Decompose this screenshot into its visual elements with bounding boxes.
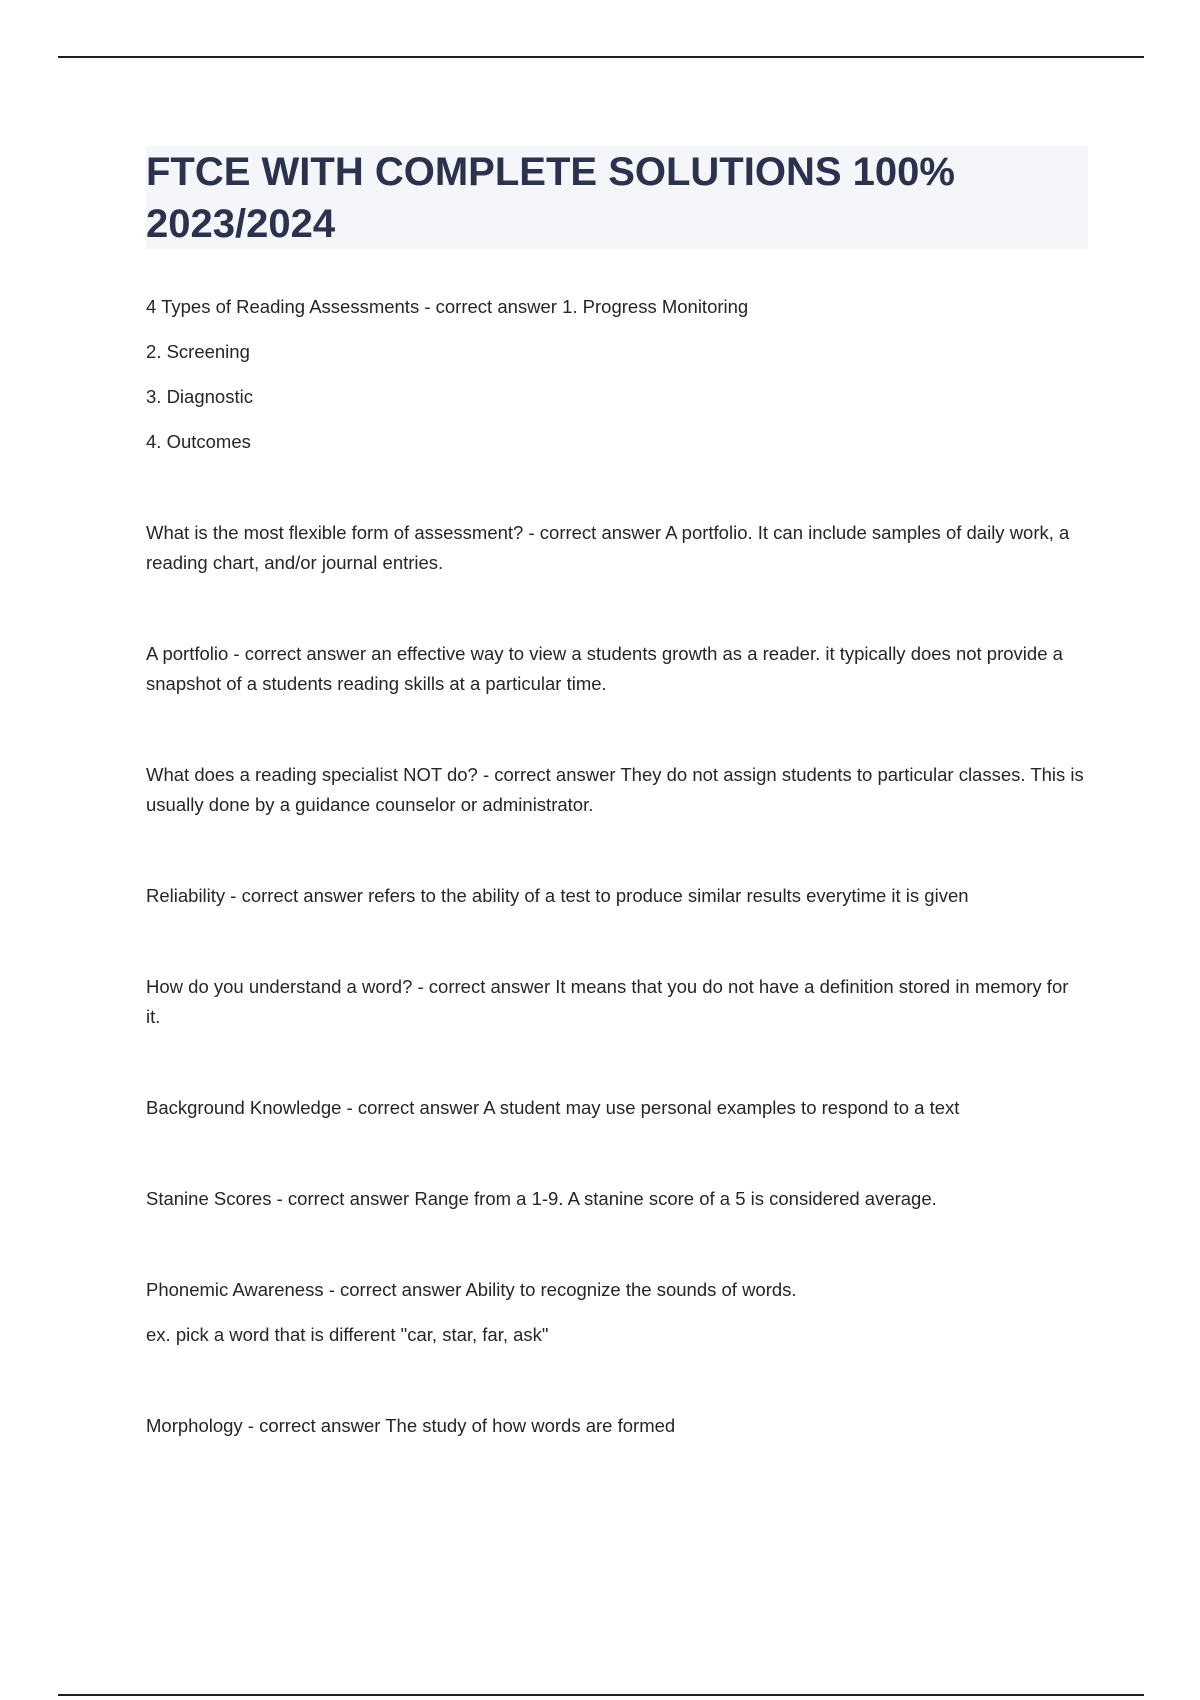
entry-line: Morphology - correct answer The study of how words are formed (146, 1415, 676, 1436)
qa-entry (146, 639, 1086, 699)
entry-line: Reliability - correct answer refers to the ability of a test to produce similar results everytime it is given (146, 885, 969, 906)
qa-entry (146, 292, 1086, 457)
title-line-2: 2023/2024 (146, 202, 336, 246)
qa-entry (146, 518, 1086, 578)
qa-entry (146, 1093, 1086, 1123)
entry-line: Phonemic Awareness - correct answer Ability to recognize the sounds of words. (146, 1279, 797, 1300)
entry-line: 2. Screening (146, 341, 250, 362)
qa-entry (146, 760, 1086, 820)
entry-line: 3. Diagnostic (146, 386, 253, 407)
qa-entry (146, 1275, 1086, 1350)
bottom-rule (58, 1694, 1144, 1696)
entry-line: A portfolio - correct answer an effective way to view a students growth as a reader. it typically does not provide a snapshot of a students reading skills at a particular time. (146, 643, 1063, 694)
entry-line: What does a reading specialist NOT do? - correct answer They do not assign students to particular classes. This is usually done by a guidance counselor or administrator. (146, 764, 1084, 815)
entry-line: ex. pick a word that is different "car, star, far, ask" (146, 1324, 549, 1345)
entry-line: How do you understand a word? - correct answer It means that you do not have a definition stored in memory for it. (146, 976, 1069, 1027)
entry-line: 4. Outcomes (146, 431, 251, 452)
qa-entry (146, 972, 1086, 1032)
title-line-1: FTCE WITH COMPLETE SOLUTIONS 100% (146, 150, 955, 194)
entry-line: What is the most flexible form of assessment? - correct answer A portfolio. It can include samples of daily work, a reading chart, and/or journal entries. (146, 522, 1070, 573)
document-title (146, 146, 955, 250)
entry-line: Background Knowledge - correct answer A student may use personal examples to respond to a text (146, 1097, 960, 1118)
qa-entry (146, 1411, 1086, 1441)
title-banner (146, 146, 1088, 249)
qa-list (146, 292, 1086, 1456)
entry-line: Stanine Scores - correct answer Range from a 1-9. A stanine score of a 5 is considered average. (146, 1188, 937, 1209)
entry-line: 4 Types of Reading Assessments - correct answer 1. Progress Monitoring (146, 296, 749, 317)
qa-entry (146, 1184, 1086, 1214)
top-rule (58, 56, 1144, 58)
qa-entry (146, 881, 1086, 911)
